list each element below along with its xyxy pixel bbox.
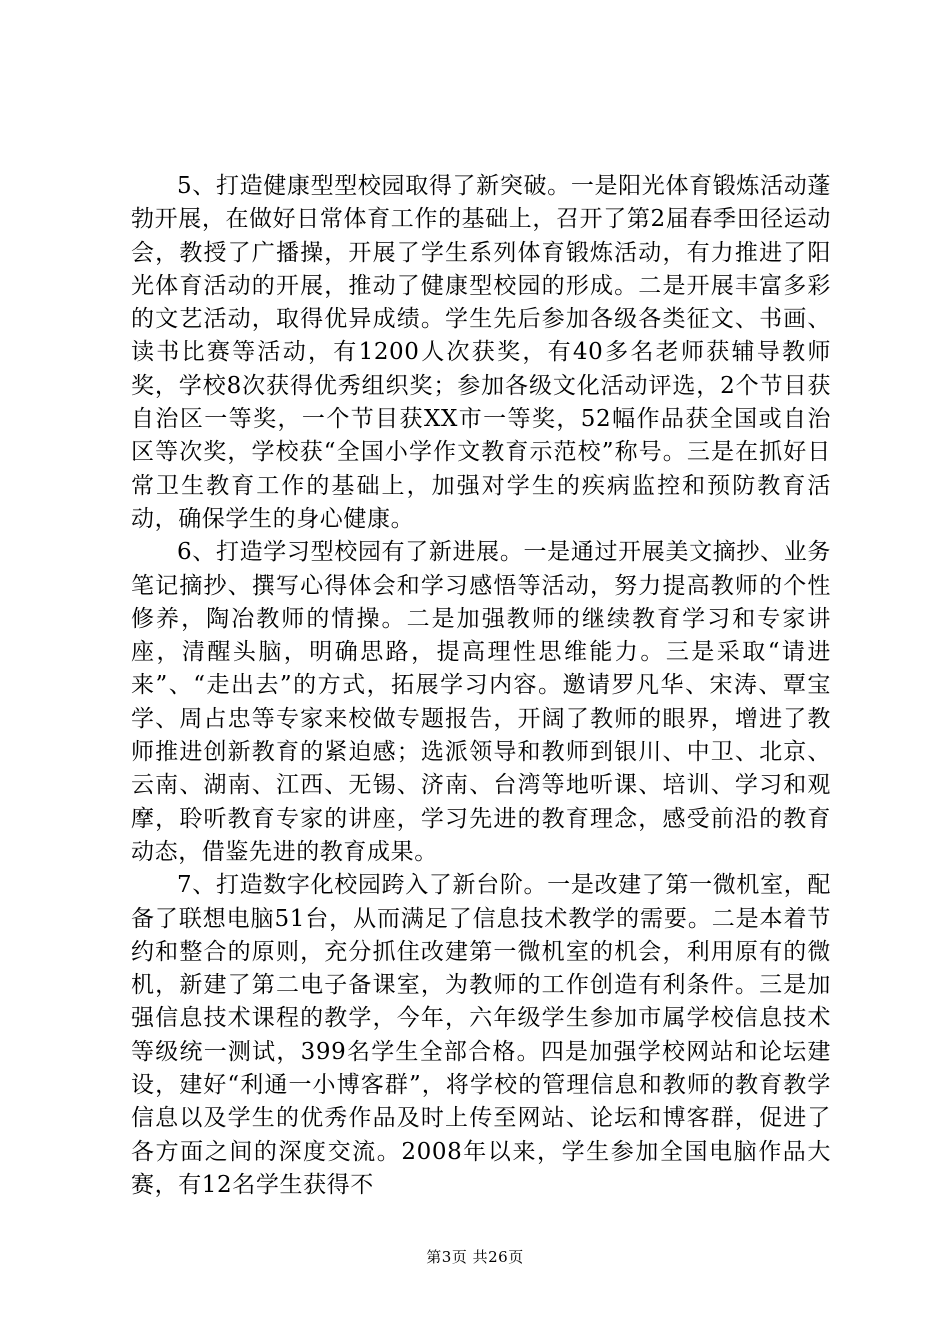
page-number-footer: 第3页 共26页 — [426, 1248, 524, 1266]
paragraph-learning-campus: 6、打造学习型校园有了新进展。一是通过开展美文摘抄、业务笔记摘抄、撰写心得体会和学习感悟等活动，努力提高教师的个性修养，陶冶教师的情操。二是加强教师的继续教育学习和专家讲座，清醒头脑，明确思路，提高理性思维能力。三是采取“请进来”、“走出去”的方式，拓展学习内容。邀请罗凡华、宋涛、覃宝学、周占忠等专家来校做专题报告，开阔了教师的眼界，增进了教师推进创新教育的紧迫感；选派领导和教师到银川、中卫、北京、云南、湖南、江西、无锡、济南、台湾等地听课、培训、学习和观摩，聆听教育专家的讲座，学习先进的教育理念，感受前沿的教育动态，借鉴先进的教育成果。 — [131, 539, 831, 865]
paragraph-healthy-campus: 5、打造健康型型校园取得了新突破。一是阳光体育锻炼活动蓬勃开展，在做好日常体育工作的基础上，召开了第2届春季田径运动会，教授了广播操，开展了学生系列体育锻炼活动，有力推进了阳光体育活动的开展，推动了健康型校园的形成。二是开展丰富多彩的文艺活动，取得优异成绩。学生先后参加各级各类征文、书画、读书比赛等活动，有1200人次获奖，有40多名老师获辅导教师奖，学校8次获得优秀组织奖；参加各级文化活动评选，2个节目获自治区一等奖，一个节目获XX市一等奖，52幅作品获全国或自治区等次奖，学校获“全国小学作文教育示范校”称号。三是在抓好日常卫生教育工作的基础上，加强对学生的疾病监控和预防教育活动，确保学生的身心健康。 — [131, 173, 831, 532]
document-body — [131, 170, 831, 1202]
paragraph-digital-campus: 7、打造数字化校园跨入了新台阶。一是改建了第一微机室，配备了联想电脑51台，从而满足了信息技术教学的需要。二是本着节约和整合的原则，充分抓住改建第一微机室的机会，利用原有的微机，新建了第二电子备课室，为教师的工作创造有利条件。三是加强信息技术课程的教学，今年，六年级学生参加市属学校信息技术等级统一测试，399名学生全部合格。四是加强学校网站和论坛建设，建好“利通一小博客群”，将学校的管理信息和教师的教育教学信息以及学生的优秀作品及时上传至网站、论坛和博客群，促进了各方面之间的深度交流。2008年以来，学生参加全国电脑作品大赛，有12名学生获得不 — [131, 872, 831, 1198]
